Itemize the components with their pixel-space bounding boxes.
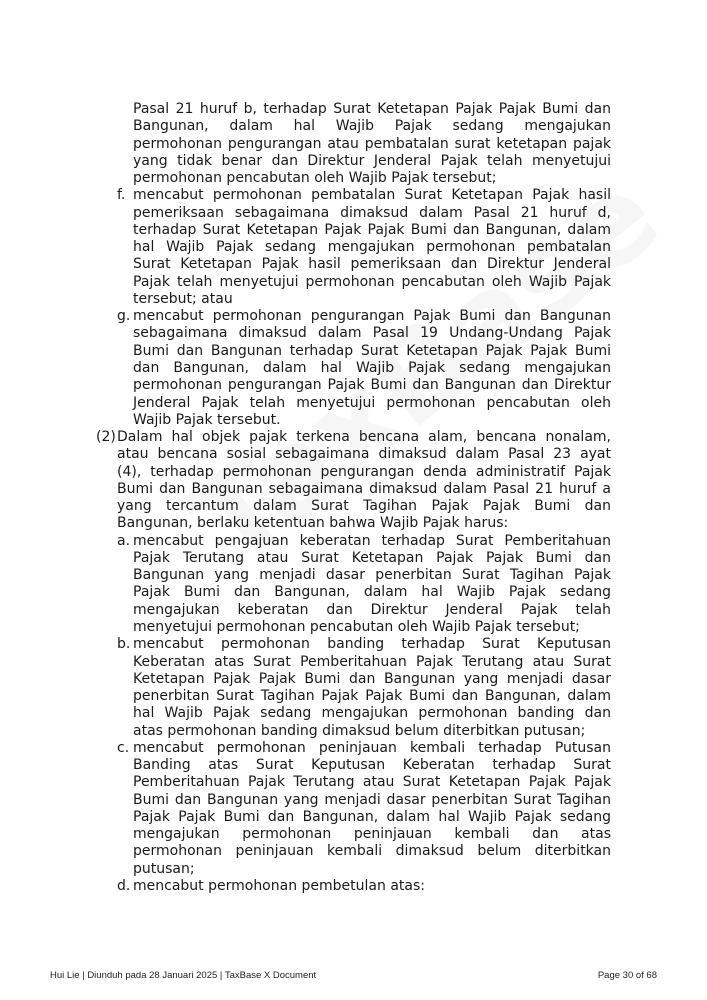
text-line: Bangunan, dalam hal Wajib Pajak sedang mengajukan — [133, 118, 611, 135]
list-marker: a. — [117, 532, 131, 549]
text-line: putusan; — [133, 860, 195, 877]
text-line: mengajukan permohonan peninjauan kembali dan atas — [133, 826, 611, 843]
text-line: Ketetapan Pajak Pajak Bumi dan Bangunan yang menjadi dasar — [133, 670, 611, 687]
page-footer — [50, 970, 657, 981]
paragraph-continuation — [0, 101, 707, 187]
text-line: yang tercantum dalam Surat Tagihan Pajak Pajak Bumi dan — [117, 498, 611, 515]
text-line: permohonan pencabutan oleh Wajib Pajak tersebut; — [133, 170, 497, 187]
text-line: Dalam hal objek pajak terkena bencana alam, bencana nonalam, — [117, 429, 611, 446]
text-line: Bumi dan Bangunan sebagaimana dimaksud dalam Pasal 21 huruf a — [117, 480, 611, 497]
text-line: Banding atas Surat Keputusan Keberatan terhadap Surat — [133, 757, 611, 774]
text-line: Bumi dan Bangunan yang menjadi dasar penerbitan Surat Tagihan — [133, 791, 611, 808]
text-line: Bangunan, berlaku ketentuan bahwa Wajib Pajak harus: — [117, 515, 509, 532]
text-line: (4), terhadap permohonan pengurangan denda administratif Pajak — [117, 463, 611, 480]
text-line: tersebut; atau — [133, 290, 233, 307]
list-item — [0, 533, 707, 637]
list-marker: g. — [117, 308, 131, 325]
text-line: permohonan pengurangan Pajak Bumi dan Bangunan dan Direktur — [133, 377, 611, 394]
text-line: Pajak telah menyetujui permohonan pencabutan oleh Wajib Pajak — [133, 273, 611, 290]
text-line: mencabut permohonan peninjauan kembali terhadap Putusan — [133, 739, 611, 756]
text-line: mencabut permohonan pembetulan atas: — [133, 877, 425, 894]
text-line: dan Bangunan, dalam hal Wajib Pajak sedang mengajukan — [133, 359, 611, 376]
text-line: atas permohonan banding dimaksud belum diterbitkan putusan; — [133, 722, 586, 739]
text-line: mencabut permohonan banding terhadap Surat Keputusan — [133, 636, 611, 653]
list-item — [0, 308, 707, 429]
text-line: Pemberitahuan Pajak Terutang atau Surat Ketetapan Pajak Pajak — [133, 774, 611, 791]
text-line: Pajak Pajak Bumi dan Bangunan, dalam hal Wajib Pajak sedang — [133, 808, 611, 825]
page-number: Page 30 of 68 — [597, 970, 657, 981]
list-marker: c. — [117, 739, 130, 756]
list-item — [0, 187, 707, 308]
footer-download-info: Hui Lie | Diunduh pada 28 Januari 2025 | TaxBase X Document — [50, 970, 317, 981]
text-line: hal Wajib Pajak sedang mengajukan permohonan banding dan — [133, 705, 611, 722]
text-line: Pajak Terutang atau Surat Ketetapan Pajak Pajak Bumi dan — [133, 549, 611, 566]
list-marker: d. — [117, 877, 131, 894]
text-line: mencabut permohonan pembatalan Surat Ketetapan Pajak hasil — [133, 187, 611, 204]
document-body — [0, 101, 707, 895]
text-line: permohonan peninjauan kembali dimaksud belum diterbitkan — [133, 843, 611, 860]
text-line: Surat Ketetapan Pajak hasil pemeriksaan dan Direktur Jenderal — [133, 256, 611, 273]
list-marker: (2) — [96, 429, 116, 446]
list-marker: b. — [117, 636, 131, 653]
text-line: menyetujui permohonan pencabutan oleh Wajib Pajak tersebut; — [133, 618, 580, 635]
text-line: Pajak Bumi dan Bangunan, dalam hal Wajib Pajak sedang — [133, 584, 611, 601]
text-line: sebagaimana dimaksud dalam Pasal 19 Undang-Undang Pajak — [133, 325, 611, 342]
list-item — [0, 429, 707, 533]
text-line: Keberatan atas Surat Pemberitahuan Pajak Terutang atau Surat — [133, 653, 611, 670]
text-line: mengajukan keberatan dan Direktur Jenderal Pajak telah — [133, 601, 611, 618]
list-item — [0, 636, 707, 740]
text-line: penerbitan Surat Tagihan Pajak Pajak Bumi dan Bangunan, dalam — [133, 688, 611, 705]
text-line: permohonan pengurangan atau pembatalan surat ketetapan pajak — [133, 135, 611, 152]
text-line: pemeriksaan sebagaimana dimaksud dalam Pasal 21 huruf d, — [133, 204, 611, 221]
text-line: atau bencana sosial sebagaimana dimaksud dalam Pasal 23 ayat — [117, 446, 611, 463]
list-item — [0, 740, 707, 878]
text-line: yang tidak benar dan Direktur Jenderal Pajak telah menyetujui — [133, 152, 611, 169]
text-line: Jenderal Pajak telah menyetujui permohonan pencabutan oleh — [133, 394, 611, 411]
text-line: hal Wajib Pajak sedang mengajukan permohonan pembatalan — [133, 239, 611, 256]
text-line: Wajib Pajak tersebut. — [133, 411, 281, 428]
text-line: Bumi dan Bangunan terhadap Surat Ketetapan Pajak Pajak Bumi — [133, 342, 611, 359]
list-item — [0, 878, 707, 895]
text-line: terhadap Surat Ketetapan Pajak Pajak Bumi dan Bangunan, dalam — [133, 221, 611, 238]
text-line: Bangunan yang menjadi dasar penerbitan Surat Tagihan Pajak — [133, 567, 611, 584]
text-line: mencabut pengajuan keberatan terhadap Surat Pemberitahuan — [133, 532, 611, 549]
text-line: Pasal 21 huruf b, terhadap Surat Ketetapan Pajak Pajak Bumi dan — [133, 101, 611, 117]
text-line: mencabut permohonan pengurangan Pajak Bumi dan Bangunan — [133, 308, 611, 325]
list-marker: f. — [117, 187, 126, 204]
